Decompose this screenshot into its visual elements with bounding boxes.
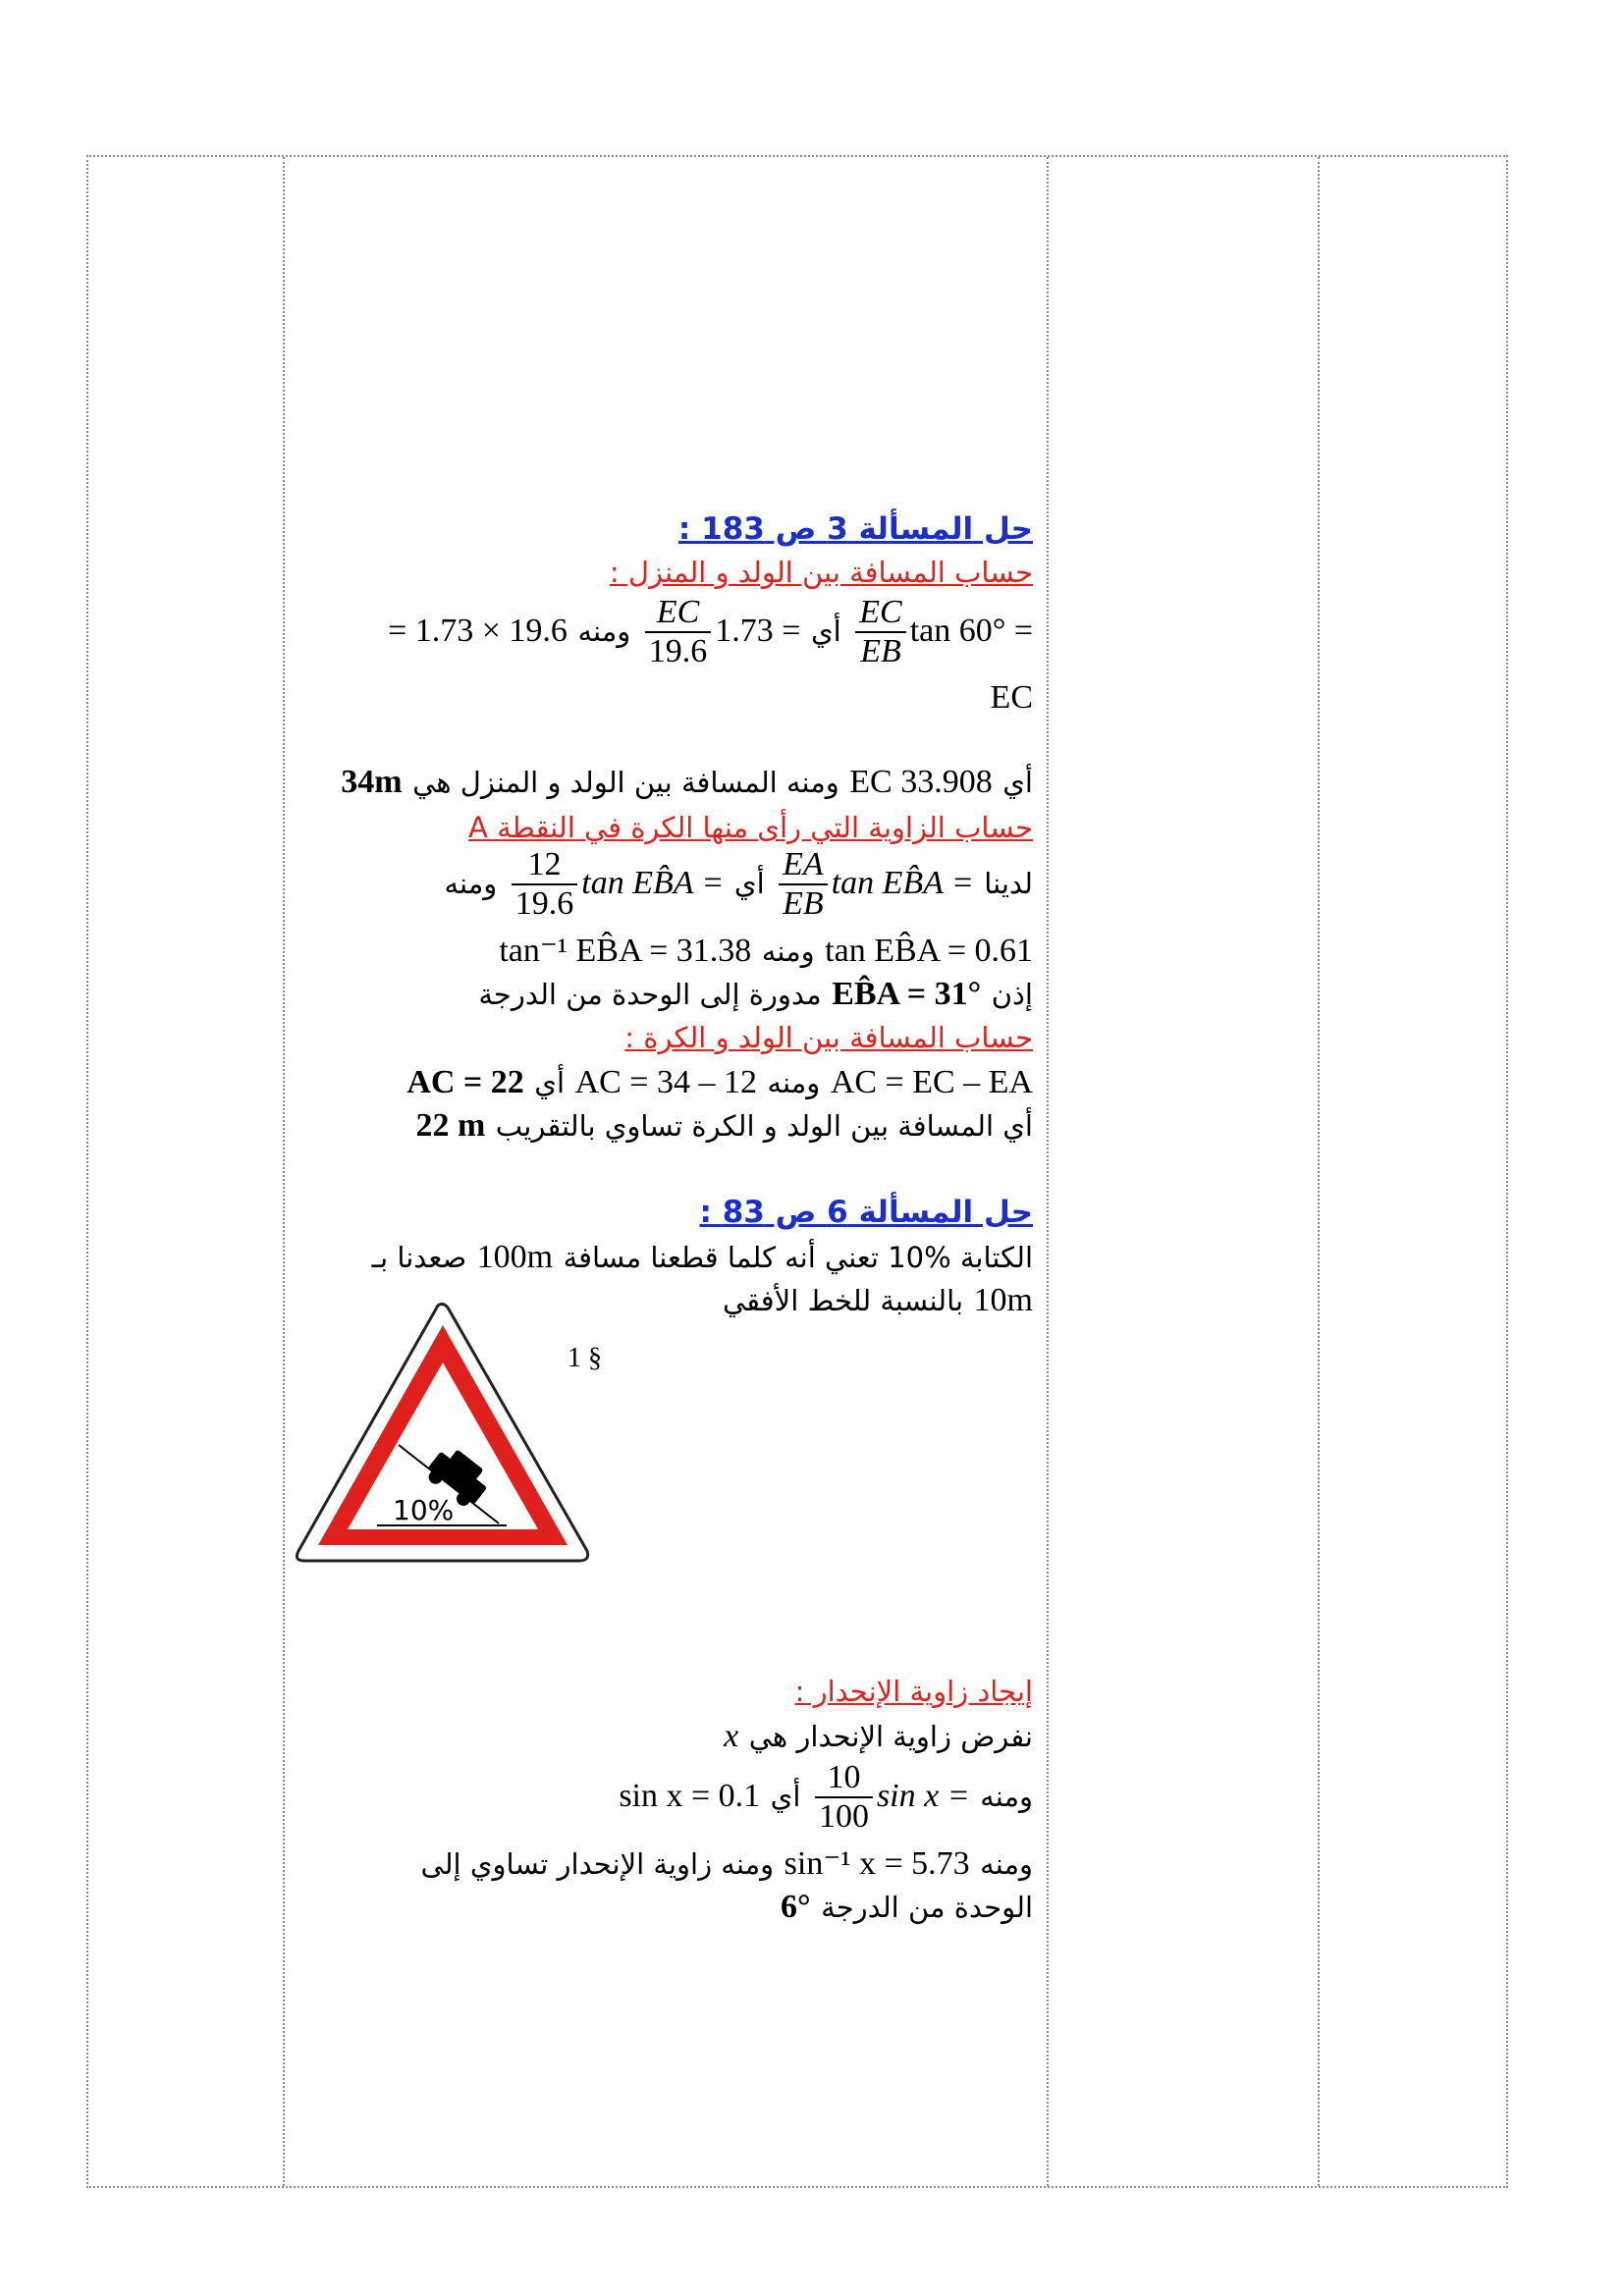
problem6-line3: نفرض زاوية الإنحدار هي x — [724, 1718, 1033, 1754]
problem3-sub2: حساب الزاوية التي رأى منها الكرة في النقطة A — [468, 811, 1033, 844]
equation-tan-eba: لدينا tan EB̂A = $\frac{EA}{EB}$ أي tan EB̂A = $\frac{12}{19.6}$ ومنه — [444, 846, 1033, 922]
sign-label: 10% — [393, 1494, 455, 1526]
problem6-line2: 10m بالنسبة للخط الأفقي — [722, 1282, 1033, 1318]
problem3-sub3: حساب المسافة بين الولد و الكرة : — [624, 1021, 1033, 1054]
problem6-sub1: إيجاد زاوية الإنحدار : — [794, 1675, 1033, 1708]
sign-number: 1 § — [568, 1343, 602, 1373]
equation-tan-values: tan EB̂A = 0.61 ومنه tan⁻¹ EB̂A = 31.38 — [499, 933, 1033, 969]
column-divider — [1318, 157, 1320, 2186]
problem3-title: حل المسألة 3 ص 183 : — [677, 511, 1033, 547]
equation-tan60: tan 60° = $\frac{EC}{EB}$ أي 1.73 = $\frac{EC}{19.6}$ ومنه = 1.73 × 19.6 — [388, 594, 1033, 669]
column-divider — [1047, 157, 1049, 2186]
equation-angle-result: إذن EB̂A = 31° مدورة إلى الوحدة من الدرجة — [478, 976, 1033, 1012]
column-divider — [283, 157, 285, 2186]
content-column — [295, 0, 1033, 2296]
equation-asin: ومنه sin⁻¹ x = 5.73 ومنه زاوية الإنحدار تساوي إلى — [420, 1845, 1033, 1882]
problem6-title: حل المسألة 6 ص 83 : — [699, 1195, 1033, 1230]
problem6-line1: الكتابة %10 تعني أنه كلما قطعنا مسافة 100m صعدنا بـ — [371, 1239, 1033, 1275]
ec-label: EC — [990, 679, 1033, 716]
problem3-sub1: حساب المسافة بين الولد و المنزل : — [609, 556, 1033, 589]
equation-sin: ومنه sin x = $\frac{10}{100}$ أي sin x = 0.1 — [619, 1759, 1033, 1835]
slope-warning-sign-icon — [291, 1298, 595, 1573]
final-answer: الوحدة من الدرجة 6° — [781, 1889, 1033, 1925]
equation-ac: AC = EC – EA ومنه AC = 34 – 12 أي AC = 22 — [406, 1064, 1033, 1100]
result-distance-ball: أي المسافة بين الولد و الكرة تساوي بالتقريب 22 m — [415, 1107, 1033, 1144]
result-distance-house: أي EC 33.908 ومنه المسافة بين الولد و المنزل هي 34m — [341, 764, 1033, 800]
